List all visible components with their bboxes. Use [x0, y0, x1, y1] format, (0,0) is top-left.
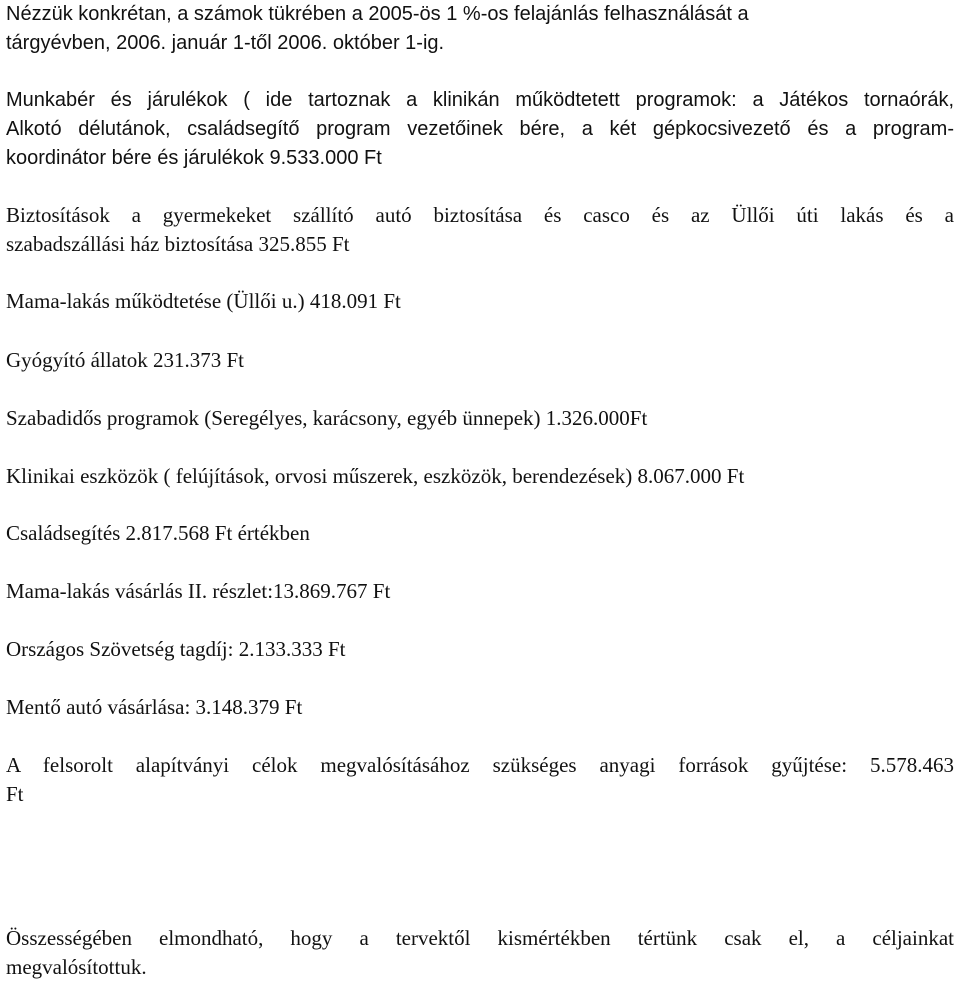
mama-lakas-vasarlas-item: Mama-lakás vásárlás II. részlet:13.869.767 Ft — [6, 579, 391, 603]
biztositasok-line-1: Biztosítások a gyermekeket szállító autó biztosítása és casco és az Üllői úti lakás és a — [6, 203, 954, 227]
intro-paragraph — [6, 0, 954, 58]
felsorolt-paragraph — [6, 751, 954, 809]
mento-auto-item: Mentő autó vásárlása: 3.148.379 Ft — [6, 695, 303, 719]
felsorolt-line-1: A felsorolt alapítványi célok megvalósításához szükséges anyagi források gyűjtése: 5.578.463 — [6, 753, 954, 777]
osszessegeben-paragraph — [6, 924, 954, 982]
mama-lakas-mukodtetese-item: Mama-lakás működtetése (Üllői u.) 418.091 Ft — [6, 289, 401, 313]
munkaber-line-2: Alkotó délutánok, családsegítő program vezetőinek bére, a két gépkocsivezető és a program- — [6, 118, 954, 140]
munkaber-paragraph — [6, 86, 954, 173]
gyogyito-allatok-item: Gyógyító állatok 231.373 Ft — [6, 348, 244, 372]
biztositasok-paragraph — [6, 201, 954, 259]
intro-line-2: tárgyévben, 2006. január 1-től 2006. október 1-ig. — [6, 32, 445, 54]
csaladsegites-item: Családsegítés 2.817.568 Ft értékben — [6, 521, 310, 545]
orszagos-szovetseg-item: Országos Szövetség tagdíj: 2.133.333 Ft — [6, 637, 346, 661]
intro-line-1: Nézzük konkrétan, a számok tükrében a 2005-ös 1 %-os felajánlás felhasználását a — [6, 3, 749, 25]
munkaber-line-3: koordinátor bére és járulékok 9.533.000 Ft — [6, 147, 382, 169]
osszessegeben-line-1: Összességében elmondható, hogy a tervektől kismértékben tértünk csak el, a céljainkat — [6, 926, 954, 950]
klinikai-eszkozok-item: Klinikai eszközök ( felújítások, orvosi műszerek, eszközök, berendezések) 8.067.000 Ft — [6, 464, 745, 488]
osszessegeben-line-2: megvalósítottuk. — [6, 955, 147, 979]
munkaber-line-1: Munkabér és járulékok ( ide tartoznak a klinikán működtetett programok: a Játékos tornaórák, — [6, 89, 954, 111]
biztositasok-line-2: szabadszállási ház biztosítása 325.855 Ft — [6, 232, 350, 256]
felsorolt-line-2: Ft — [6, 782, 24, 806]
szabadidos-programok-item: Szabadidős programok (Seregélyes, karácsony, egyéb ünnepek) 1.326.000Ft — [6, 406, 648, 430]
